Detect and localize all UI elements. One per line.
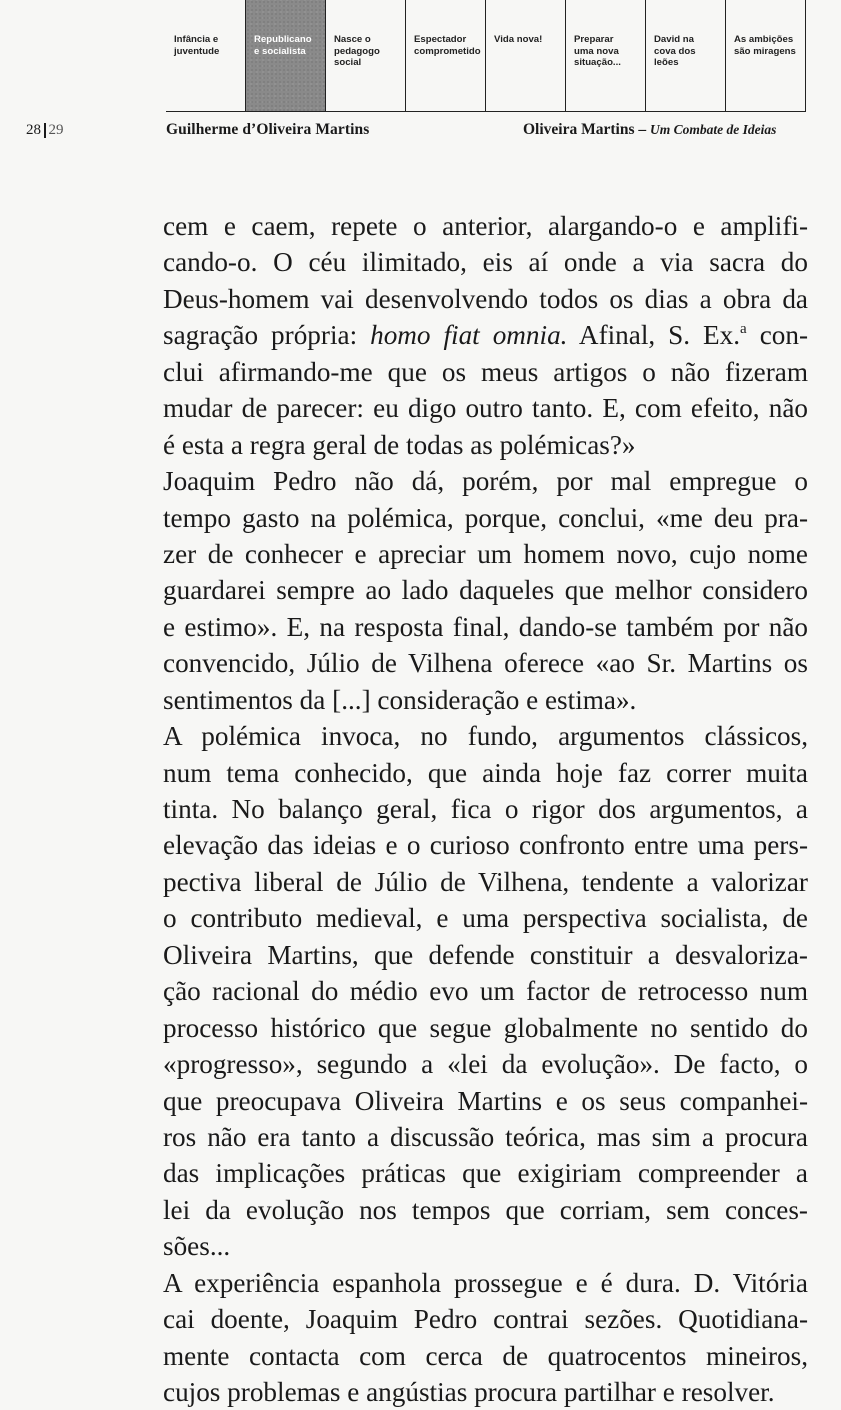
chapter-tab-preparar[interactable] [565,0,645,111]
text-line: e estimo». E, na resposta final, dando-se também por não [163,611,808,642]
header-book-title [523,121,776,139]
page-number-divider [44,123,46,138]
text-line: é esta a regra geral de todas as polémicas?» [163,429,636,460]
chapter-tab-infancia[interactable] [166,0,245,111]
chapter-tab-label: Preparar uma nova situação... [574,34,621,68]
chapter-tab-label: Espectador comprometido [414,34,481,57]
text-line: ros não era tanto a discussão teórica, mas sim a procura [163,1121,808,1152]
text-line: Oliveira Martins, que defende constituir a desvaloriza- [163,939,808,970]
chapter-tab-nasce-pedagogo[interactable] [325,0,405,111]
text-line: das implicações práticas que exigiriam compreender a [163,1158,808,1189]
header-author: Guilherme d’Oliveira Martins [166,121,370,138]
text-line: mente contacta com cerca de quatrocentos mineiros, [163,1340,808,1371]
text-line: processo histórico que segue globalmente no sentido do [163,1012,808,1043]
text-line: sões... [163,1231,231,1262]
text-fragment: con- [746,320,808,351]
running-header [0,121,841,141]
text-line: cem e caem, repete o anterior, alargando-o e amplifi- [163,211,808,241]
text-line: «progresso», segundo a «lei da evolução». De facto, o [163,1049,808,1080]
text-line [163,317,808,353]
chapter-tab-label: As ambições são miragens [734,34,796,57]
text-line: pectiva liberal de Júlio de Vilhena, tendente a valorizar [163,866,808,897]
body-text [163,208,808,1410]
book-title: Oliveira Martins – [523,121,650,138]
chapter-tab-label: Nasce o pedagogo social [334,34,380,68]
chapter-nav [166,0,806,112]
text-line: guardarei sempre ao lado daqueles que melhor considero [163,575,808,606]
chapter-tab-david[interactable] [645,0,725,111]
text-line: elevação das ideias e o curioso confronto entre uma pers- [163,830,808,861]
text-line: que preocupava Oliveira Martins e os seus companhei- [163,1085,808,1116]
superscript: a [740,321,747,338]
chapter-tab-label: Infância e juventude [174,34,220,57]
text-line: cujos problemas e angústias procura partilhar e resolver. [163,1377,775,1407]
book-subtitle: Um Combate de Ideias [650,122,777,137]
text-line: tempo gasto na polémica, porque, conclui, «me deu pra- [163,502,808,533]
text-line: Joaquim Pedro não dá, porém, por mal empregue o [163,466,808,497]
chapter-tab-ambicoes[interactable] [725,0,806,111]
text-fragment: Afinal, S. Ex. [567,320,741,351]
page-number-right: 29 [48,122,64,138]
text-line: Deus-homem vai desenvolvendo todos os dias a obra da [163,283,808,314]
latin-quote: homo fiat omnia. [370,320,568,351]
text-line: tinta. No balanço geral, fica o rigor dos argumentos, a [163,794,808,824]
text-fragment: sagração própria: [163,320,371,351]
chapter-tab-republicano[interactable] [245,0,325,111]
text-line: o contributo medieval, e uma perspectiva socialista, de [163,903,808,934]
chapter-tab-label: Republicano e socialista [254,34,312,57]
page-number-left: 28 [26,122,41,138]
chapter-tab-espectador[interactable] [405,0,485,111]
chapter-tab-label: David na cova dos leões [654,34,696,68]
text-line: mudar de parecer: eu digo outro tanto. E, com efeito, não [163,393,808,424]
text-line: sentimentos da [...] consideração e estima». [163,684,637,715]
text-line: clui afirmando-me que os meus artigos o não fizeram [163,356,808,387]
text-line: lei da evolução nos tempos que corriam, sem conces- [163,1194,808,1225]
text-line: convencido, Júlio de Vilhena oferece «ao Sr. Martins os [163,648,808,679]
chapter-tab-vida-nova[interactable] [485,0,565,111]
page-numbers [26,121,64,139]
text-line: cai doente, Joaquim Pedro contrai sezões. Quotidiana- [163,1304,808,1335]
text-line: num tema conhecido, que ainda hoje faz correr muita [163,757,808,788]
text-line: ção racional do médio evo um factor de retrocesso num [163,976,808,1007]
text-line: cando-o. O céu ilimitado, eis aí onde a via sacra do [163,247,808,278]
text-line: A polémica invoca, no fundo, argumentos clássicos, [163,721,808,752]
text-line: A experiência espanhola prossegue e é dura. D. Vitória [163,1267,808,1298]
chapter-tab-label: Vida nova! [494,34,543,45]
text-line: zer de conhecer e apreciar um homem novo, cujo nome [163,538,808,569]
